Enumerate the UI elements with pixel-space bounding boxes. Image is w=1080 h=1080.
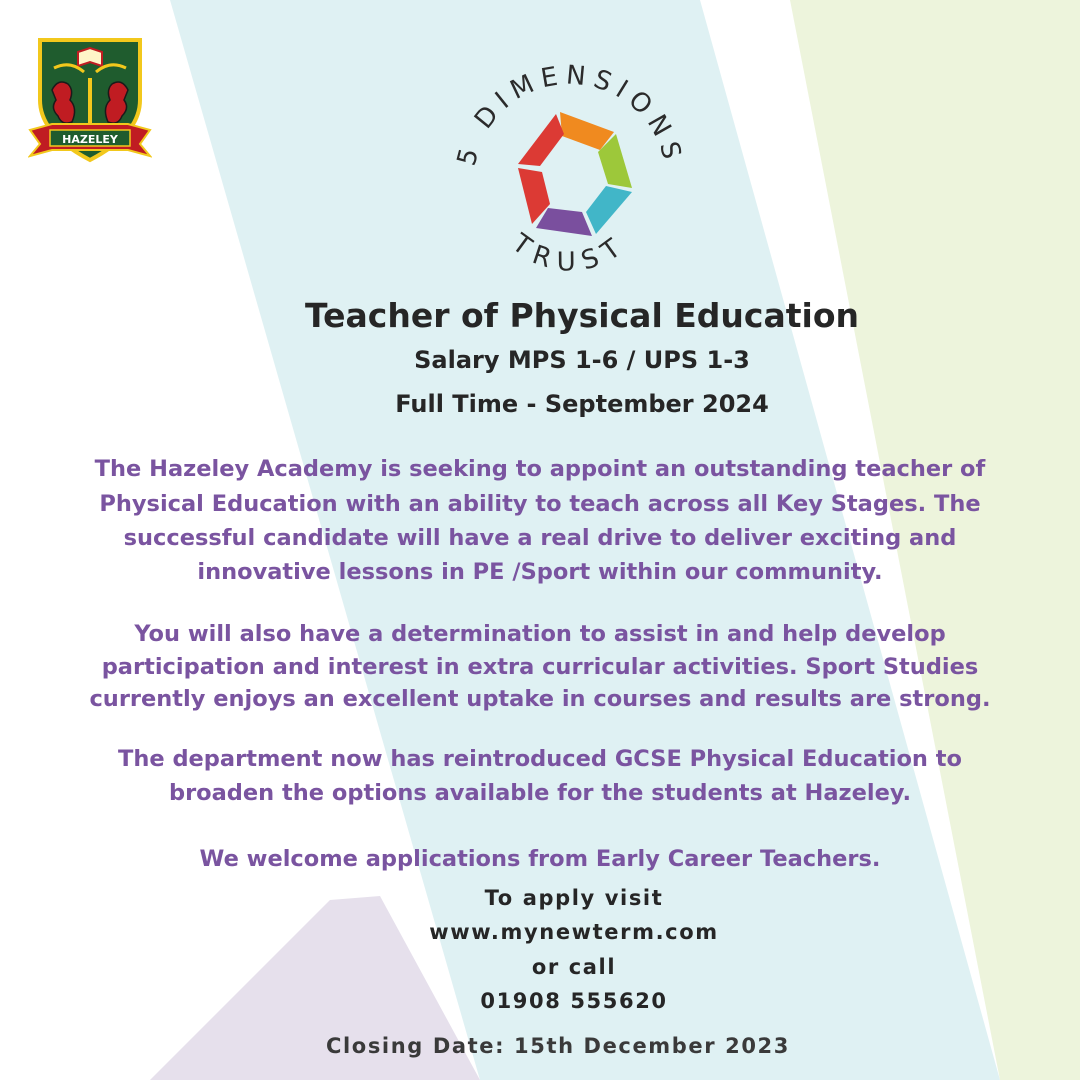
paragraph1-line: successful candidate will have a real drive to deliver exciting and [123,525,957,551]
apply-intro: To apply visit [484,886,664,910]
paragraph2-line: currently enjoys an excellent uptake in courses and results are strong. [89,686,991,712]
paragraph3-line: broaden the options available for the students at Hazeley. [168,780,912,806]
apply-or-call: or call [531,955,617,979]
job-title: Teacher of Physical Education [304,296,859,335]
salary-line: Salary MPS 1-6 / UPS 1-3 [414,346,750,374]
apply-website-link[interactable]: www.mynewterm.com [429,920,719,944]
paragraph2-line: participation and interest in extra curricular activities. Sport Studies [101,654,979,680]
paragraph1-line: Physical Education with an ability to teach across all Key Stages. The [99,491,981,517]
paragraph1-line: innovative lessons in PE /Sport within our community. [197,559,883,585]
paragraph2-line: You will also have a determination to assist in and help develop [134,621,946,647]
paragraph3-line: The department now has reintroduced GCSE Physical Education to [117,746,962,772]
paragraph1-line: The Hazeley Academy is seeking to appoint an outstanding teacher of [94,456,986,482]
apply-phone-number[interactable]: 01908 555620 [480,989,668,1013]
contract-line: Full Time - September 2024 [395,390,769,418]
crest-school-name: HAZELEY [62,133,118,146]
trust-logo-top-text: 5 DIMENSIONS [451,62,689,169]
closing-date: Closing Date: 15th December 2023 [326,1034,790,1058]
trust-logo-bottom-text: TRUST [506,228,634,278]
welcome-line: We welcome applications from Early Career Teachers. [199,846,881,872]
